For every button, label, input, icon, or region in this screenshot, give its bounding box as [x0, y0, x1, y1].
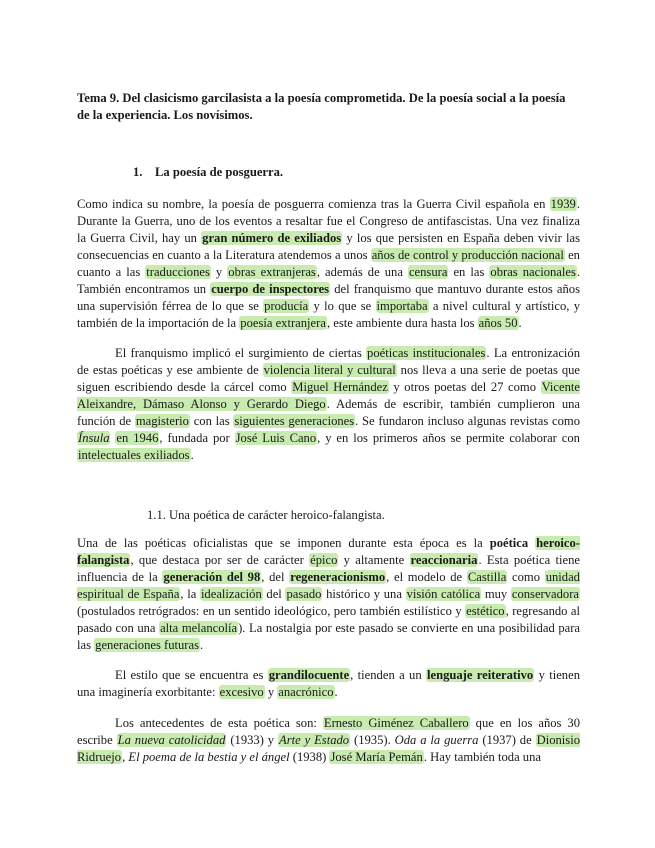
text-run: y	[264, 685, 278, 699]
section-heading-1	[133, 164, 283, 181]
highlight: traducciones	[146, 265, 210, 279]
text-run: Como indica su nombre, la poesía de posguerra comienza tras la Guerra Civil española en	[77, 197, 550, 211]
text-run: (1937) de	[478, 733, 536, 747]
text-run: , además de una	[316, 265, 408, 279]
text-run: (1938)	[289, 750, 330, 764]
highlight: unidad espiritual de España	[77, 570, 580, 601]
text-run: ). La nostalgia por este pasado se convierte en una posibilidad para las	[77, 621, 580, 652]
text-run: , que destaca por ser de carácter	[130, 553, 310, 567]
text-run: El estilo que se encuentra es	[115, 668, 268, 682]
highlight: alta melancolía	[160, 621, 238, 635]
text-run: que en los años 30 escribe	[77, 716, 581, 747]
highlight: censura	[408, 265, 448, 279]
bold-run: poética	[489, 536, 536, 550]
text-run: y los que persisten en España deben vivir las consecuencias en cuanto a la Literatura atendemos a unos	[77, 231, 580, 262]
highlight-bold: grandilocuente	[268, 668, 350, 682]
paragraph-1	[77, 196, 580, 332]
italic-run: El poema de la bestia y el ángel	[128, 750, 290, 764]
italic-run: Oda a la guerra	[394, 733, 479, 747]
section-number: 1.	[133, 165, 143, 179]
text-run: (1933) y	[226, 733, 279, 747]
highlight-italic: Arte y Estado	[279, 733, 350, 747]
highlight: José María Pemán	[330, 750, 423, 764]
paragraph-3	[77, 535, 580, 654]
text-run: . Hay también toda una	[423, 750, 541, 764]
text-run: Una de las poéticas oficialistas que se imponen durante esta época es la	[77, 536, 490, 550]
highlight: 1939	[550, 197, 576, 211]
highlight: épico	[310, 553, 338, 567]
highlight: Vicente Aleixandre, Dámaso Alonso y Gerardo Diego	[77, 380, 580, 411]
text-run: y	[210, 265, 228, 279]
highlight: obras extranjeras	[228, 265, 316, 279]
highlight-bold: heroico-falangista	[77, 536, 580, 567]
highlight: conservadora	[511, 587, 580, 601]
text-run: del	[262, 587, 286, 601]
highlight-bold: cuerpo de inspectores	[211, 282, 330, 296]
highlight: generaciones futuras	[95, 638, 199, 652]
highlight: idealización	[200, 587, 262, 601]
text-run: .	[518, 316, 522, 330]
highlight: obras nacionales	[490, 265, 576, 279]
highlight: magisterio	[135, 414, 189, 428]
text-run: .	[200, 638, 204, 652]
text-run: . Se fundaron incluso algunas revistas como	[355, 414, 580, 428]
highlight: Ernesto Giménez Caballero	[323, 716, 469, 730]
highlight-bold: gran número de exiliados	[202, 231, 342, 245]
text-run: (1935).	[350, 733, 395, 747]
highlight-bold: generación del 98	[163, 570, 261, 584]
highlight-italic: La nueva catolicidad	[117, 733, 226, 747]
highlight: Dionisio Ridruejo	[77, 733, 580, 764]
highlight-bold: reaccionaria	[410, 553, 478, 567]
highlight-bold: lenguaje reiterativo	[426, 668, 534, 682]
text-run: del franquismo que mantuvo durante estos años una supervisión férrea de lo que se	[77, 282, 580, 313]
text-run: Los antecedentes de esta poética son:	[115, 716, 323, 730]
highlight: importaba	[376, 299, 428, 313]
highlight-italic: Ínsula	[78, 431, 110, 445]
highlight: visión católica	[406, 587, 481, 601]
highlight: en 1946	[116, 431, 159, 445]
text-run: .	[190, 448, 194, 462]
text-run: en cuanto a las	[77, 248, 580, 279]
highlight: siguientes generaciones	[234, 414, 355, 428]
section-title: La poesía de posguerra.	[155, 165, 284, 179]
text-run: , este ambiente dura hasta los	[326, 316, 478, 330]
text-run: , del	[261, 570, 290, 584]
text-run: . Durante la Guerra, uno de los eventos a resaltar fue el Congreso de antifascistas. Una vez finaliza la Guerra Civil, hay un	[77, 197, 580, 245]
text-run: histórico y una	[322, 587, 406, 601]
text-run: El franquismo implicó el surgimiento de ciertas	[115, 346, 367, 360]
text-run: a nivel cultural y artístico, y también de la importación de la	[77, 299, 581, 330]
paragraph-4	[77, 667, 580, 701]
text-run: en las	[448, 265, 490, 279]
document-title: Tema 9. Del clasicismo garcilasista a la poesía comprometida. De la poesía social a la poesía de la experiencia. Los novísimos.	[77, 91, 566, 122]
highlight: años 50	[478, 316, 518, 330]
highlight: años de control y producción nacional	[371, 248, 564, 262]
text-run: y tienen una imaginería exorbitante:	[77, 668, 580, 699]
text-run: , regresando al pasado con una	[77, 604, 580, 635]
highlight: poesía extranjera	[240, 316, 326, 330]
paragraph-5	[77, 715, 580, 766]
highlight: producía	[264, 299, 309, 313]
highlight: Miguel Hernández	[292, 380, 388, 394]
highlight-bold: regeneracionismo	[290, 570, 386, 584]
highlight: estético	[466, 604, 505, 618]
text-run: , y en los primeros años se permite colaborar con	[317, 431, 580, 445]
text-run: , la	[180, 587, 200, 601]
highlight: José Luis Cano	[235, 431, 317, 445]
text-run: .	[334, 685, 338, 699]
text-run: . La entronización de estas poéticas y ese ambiente de	[77, 346, 580, 377]
text-run: , el modelo de	[386, 570, 467, 584]
highlight: violencia literal y cultural	[263, 363, 396, 377]
highlight: poéticas institucionales	[367, 346, 486, 360]
text-run: . También encontramos un	[77, 265, 581, 296]
text-run: nos lleva a una serie de poetas que siguen escribiendo desde la cárcel como	[77, 363, 580, 394]
text-run: ,	[122, 750, 129, 764]
text-run: y lo que se	[309, 299, 376, 313]
highlight: pasado	[286, 587, 322, 601]
subsection-heading: 1.1. Una poética de carácter heroico-falangista.	[147, 508, 385, 522]
highlight: Castilla	[467, 570, 507, 584]
text-run: . Además de escribir, también cumplieron una función de	[77, 397, 580, 428]
text-run: y altamente	[338, 553, 410, 567]
text-run: , tienden a un	[350, 668, 426, 682]
text-run: (postulados retrógrados: en un sentido ideológico, pero también estilístico y	[77, 604, 466, 618]
text-run: con las	[189, 414, 234, 428]
highlight: intelectuales exiliados	[78, 448, 190, 462]
text-run: . Esta poética tiene influencia de la	[77, 553, 580, 584]
text-run: muy	[481, 587, 511, 601]
highlight: excesivo	[219, 685, 264, 699]
paragraph-2	[77, 345, 580, 464]
highlight: anacrónico	[278, 685, 334, 699]
text-run: y otros poetas del 27 como	[388, 380, 541, 394]
text-run: , fundada por	[159, 431, 235, 445]
text-run: como	[507, 570, 545, 584]
